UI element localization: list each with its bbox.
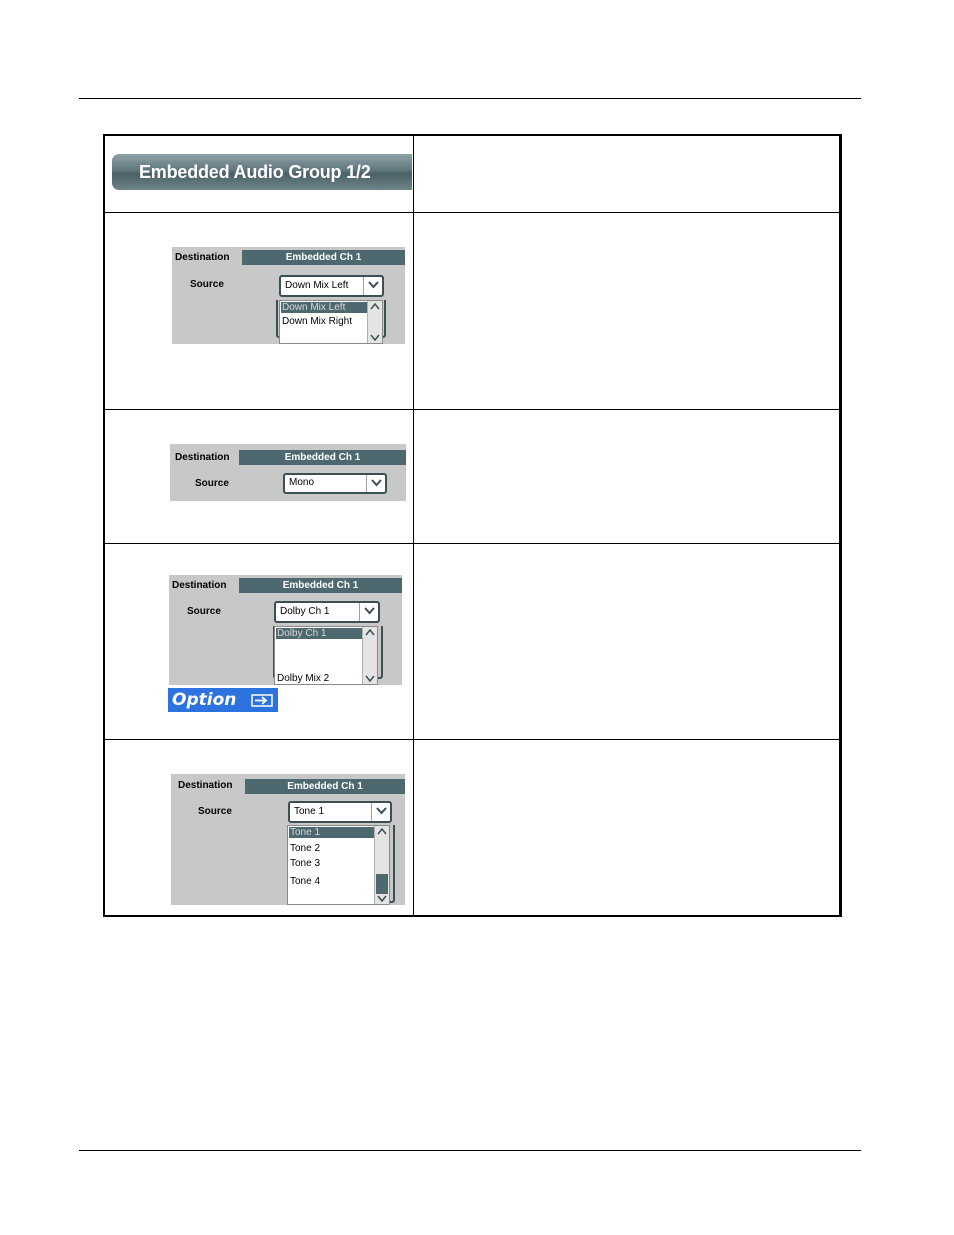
- source-label: Source: [198, 806, 232, 817]
- chevron-up-icon[interactable]: [377, 828, 387, 835]
- list-item[interactable]: Down Mix Right: [282, 316, 353, 327]
- source-select[interactable]: [283, 473, 387, 494]
- table-row-divider: [105, 409, 840, 410]
- channel-bar: Embedded Ch 1: [239, 578, 402, 593]
- option-arrow-icon: [251, 694, 273, 707]
- source-select-value: Dolby Ch 1: [280, 606, 330, 617]
- chevron-down-icon[interactable]: [365, 675, 375, 682]
- chevron-up-icon[interactable]: [365, 629, 375, 636]
- table-column-divider: [413, 136, 414, 916]
- list-item[interactable]: Dolby Mix 2: [277, 673, 330, 684]
- list-item[interactable]: Dolby Ch 1: [276, 628, 363, 639]
- chevron-down-icon: [364, 607, 375, 615]
- list-item[interactable]: Tone 4: [290, 876, 321, 887]
- scrollbar-thumb[interactable]: [376, 874, 388, 894]
- source-label: Source: [190, 279, 224, 290]
- dropdown-button[interactable]: [363, 277, 382, 295]
- footer-rule: [79, 1150, 861, 1151]
- source-panel-dolby: [169, 575, 402, 685]
- chevron-up-icon[interactable]: [370, 303, 380, 310]
- source-listbox[interactable]: [279, 300, 383, 344]
- chevron-down-icon[interactable]: [377, 895, 387, 902]
- source-label: Source: [187, 606, 221, 617]
- source-select[interactable]: [279, 275, 384, 297]
- chevron-down-icon: [376, 807, 387, 815]
- chevron-down-icon: [368, 281, 379, 289]
- header-rule: [79, 98, 861, 99]
- source-select[interactable]: [274, 601, 380, 623]
- source-select-value: Mono: [289, 477, 315, 488]
- destination-label: Destination: [178, 780, 233, 791]
- dropdown-button[interactable]: [359, 603, 378, 621]
- source-label: Source: [195, 478, 229, 489]
- table-row-divider: [105, 739, 840, 740]
- list-item[interactable]: Tone 2: [290, 843, 321, 854]
- dropdown-button[interactable]: [366, 475, 385, 492]
- source-panel-tone: [171, 774, 405, 905]
- chevron-down-icon[interactable]: [370, 334, 380, 341]
- chevron-down-icon: [371, 479, 382, 487]
- source-listbox[interactable]: [274, 626, 378, 685]
- source-panel-downmix: [172, 247, 405, 344]
- group-header-banner: Embedded Audio Group 1/2: [112, 154, 412, 190]
- list-item[interactable]: Tone 3: [290, 858, 321, 869]
- option-badge: [168, 688, 278, 712]
- destination-label: Destination: [175, 252, 230, 263]
- source-select[interactable]: [288, 801, 392, 823]
- destination-label: Destination: [172, 580, 227, 591]
- list-item[interactable]: Tone 1: [289, 827, 374, 838]
- channel-bar: Embedded Ch 1: [245, 779, 405, 794]
- table-row-divider: [105, 212, 840, 213]
- channel-bar: Embedded Ch 1: [242, 250, 405, 265]
- option-badge-label: Option: [172, 690, 237, 710]
- source-panel-mono: [170, 444, 406, 501]
- list-item[interactable]: Down Mix Left: [281, 302, 368, 313]
- source-listbox[interactable]: [287, 825, 390, 905]
- table-row-divider: [105, 543, 840, 544]
- dropdown-button[interactable]: [371, 803, 390, 821]
- channel-bar: Embedded Ch 1: [239, 450, 406, 465]
- scrollbar[interactable]: [367, 301, 382, 343]
- destination-label: Destination: [175, 452, 230, 463]
- scrollbar[interactable]: [362, 627, 377, 684]
- scrollbar[interactable]: [374, 826, 389, 904]
- source-select-value: Down Mix Left: [285, 280, 349, 291]
- source-select-value: Tone 1: [294, 806, 325, 817]
